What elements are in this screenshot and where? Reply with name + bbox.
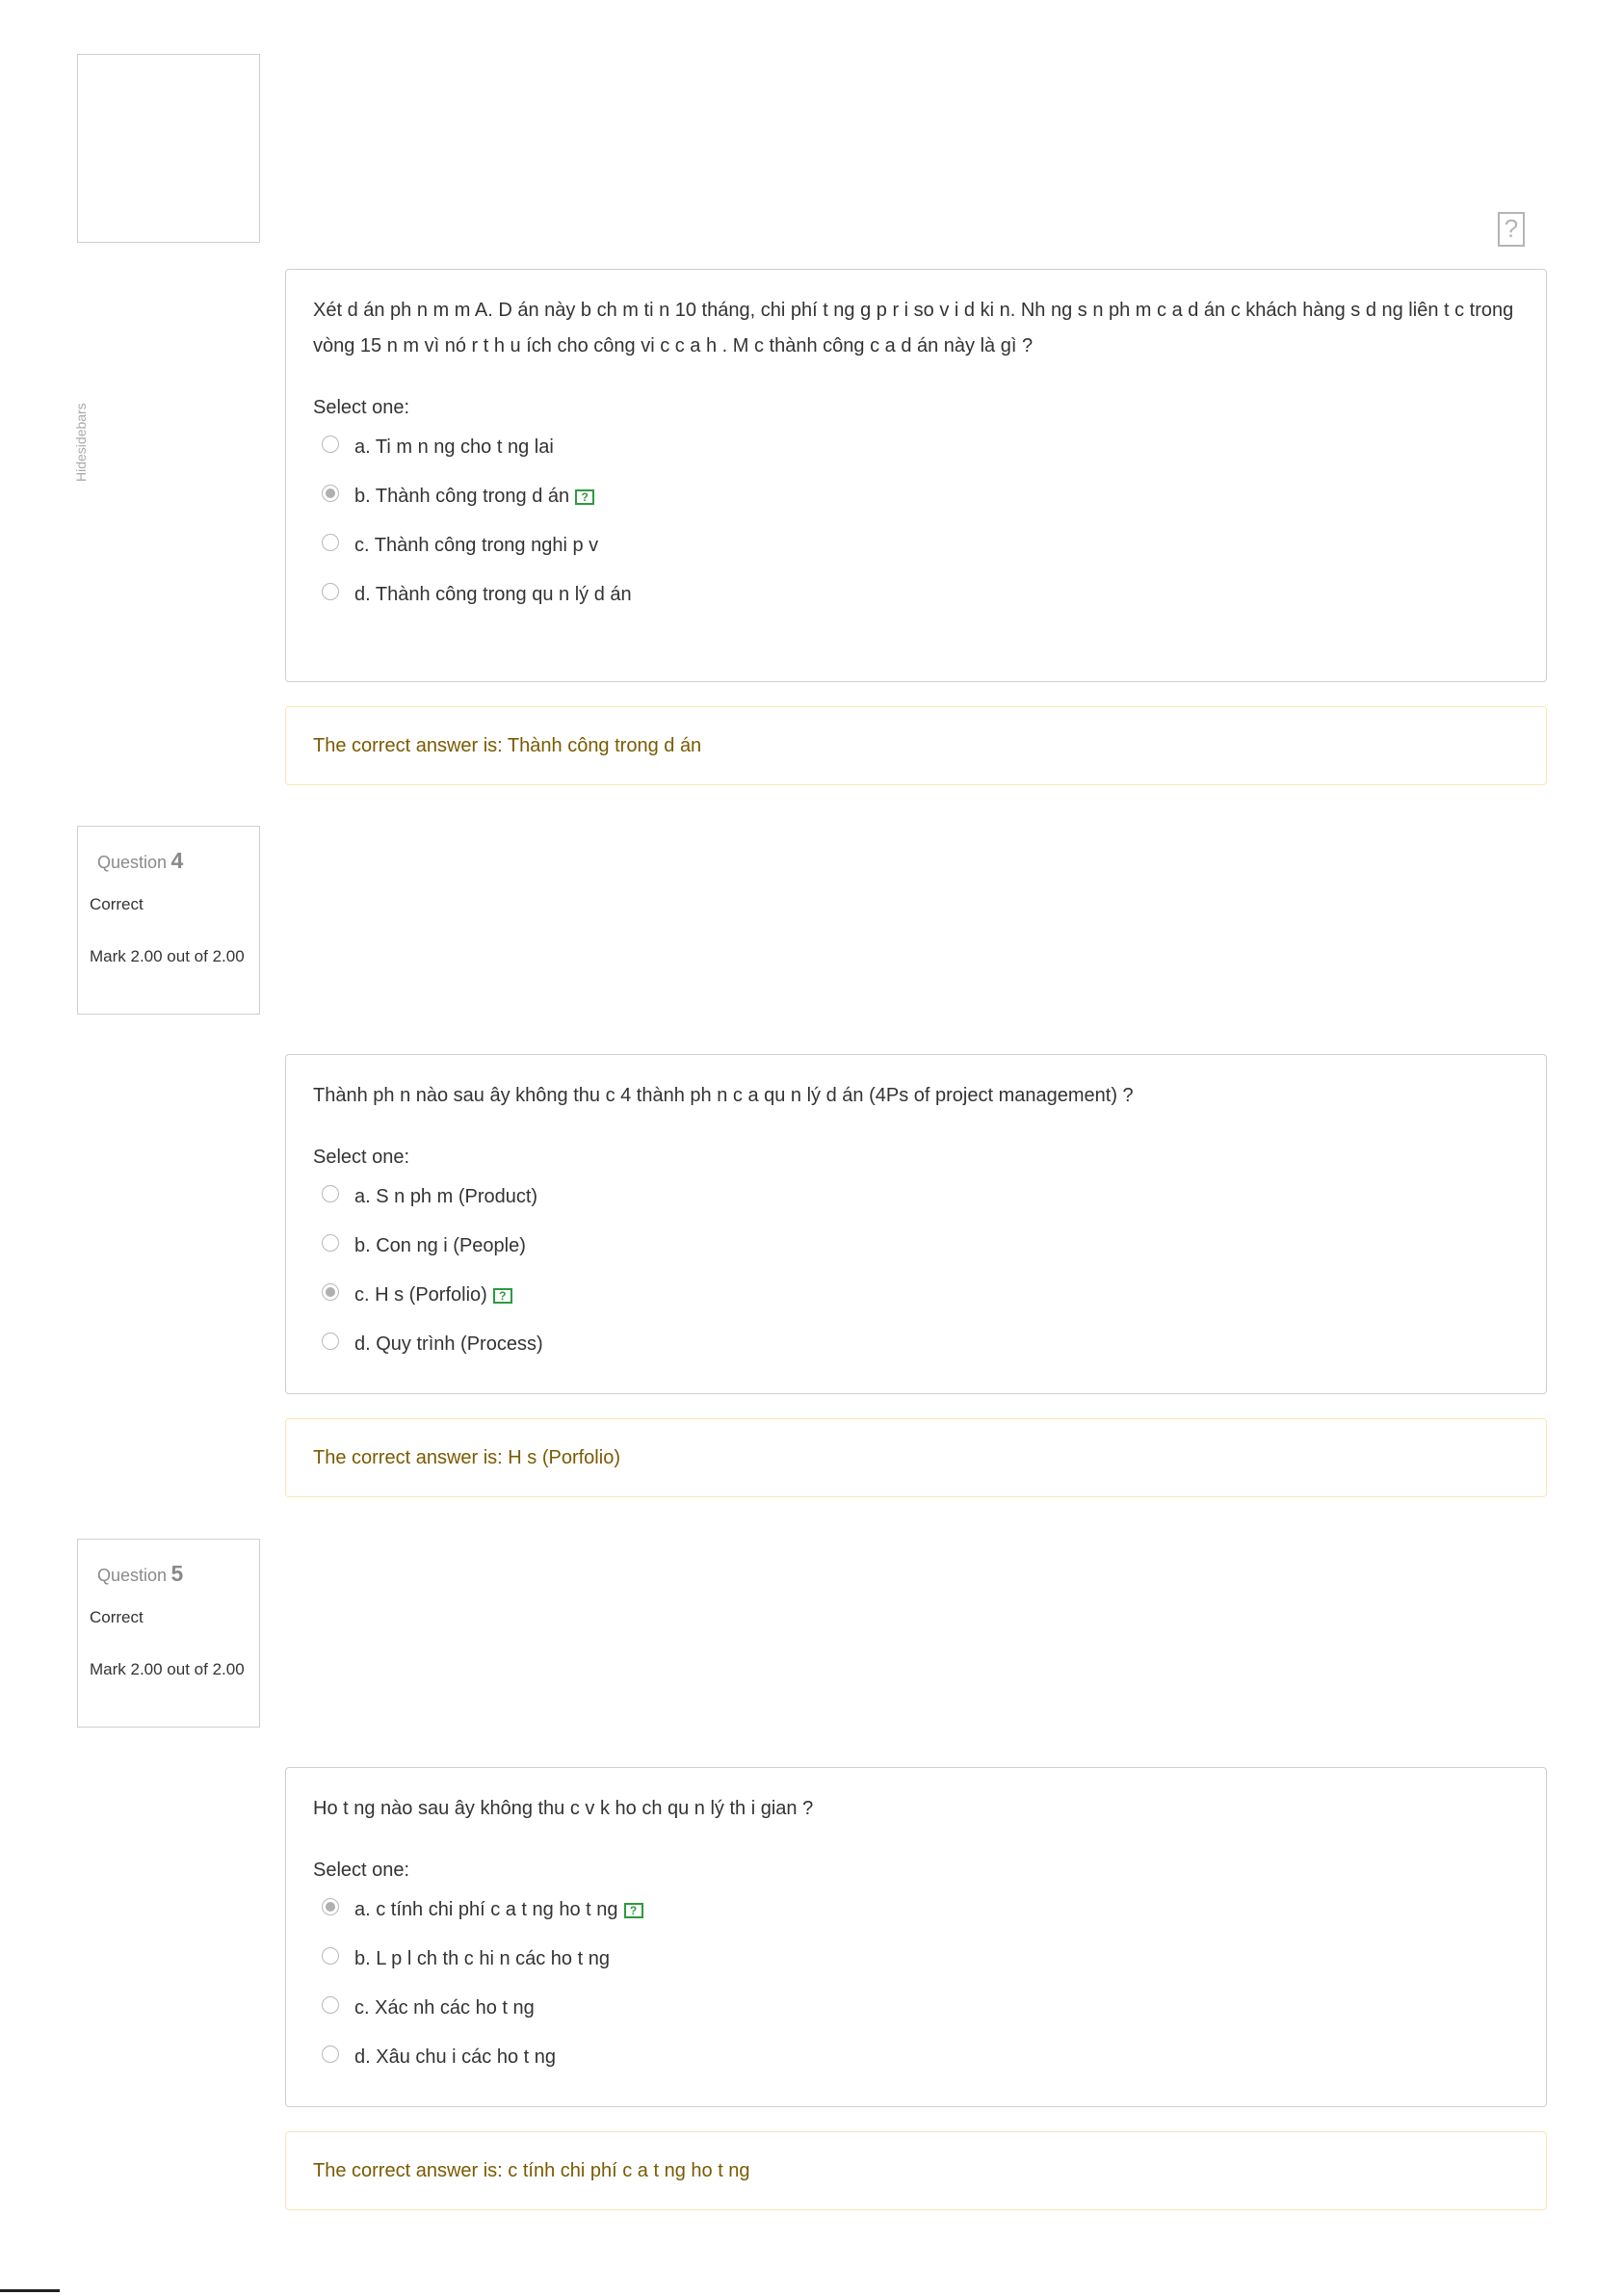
answer-option-b[interactable] [313, 1935, 1519, 1984]
radio-button-checked[interactable] [322, 1898, 339, 1915]
answer-option-a[interactable] [313, 1173, 1519, 1222]
select-one-prompt: Select one: [313, 1147, 410, 1168]
question-text: Ho t ng nào sau ây không thu c v k ho ch qu n lý th i gian ? [313, 1798, 814, 1819]
radio-button[interactable] [322, 435, 339, 453]
hide-sidebars-toggle[interactable]: Hidesidebars [73, 403, 89, 482]
answer-label: d. Thành công trong qu n lý d án [354, 584, 632, 605]
question-5-info-box [77, 1539, 260, 1728]
footer-divider [0, 2289, 60, 2292]
page-footer-strip [0, 2283, 1623, 2296]
select-one-prompt: Select one: [313, 397, 410, 418]
radio-button-checked[interactable] [322, 485, 339, 502]
radio-button[interactable] [322, 534, 339, 551]
answer-option-d[interactable] [313, 1320, 1519, 1369]
answer-label: c. Xác nh các ho t ng [354, 1997, 535, 2019]
flag-question-icon[interactable]: ? [1498, 212, 1525, 247]
question-label: Question [97, 1566, 168, 1585]
radio-button[interactable] [322, 1234, 339, 1252]
question-number: 4 [170, 848, 184, 873]
question-3-feedback [285, 706, 1547, 785]
question-info-box-empty [77, 54, 260, 243]
question-4-info-box [77, 826, 260, 1015]
answer-option-c[interactable] [313, 1271, 1519, 1320]
answer-option-c[interactable] [313, 1984, 1519, 2033]
answer-label: a. Ti m n ng cho t ng lai [354, 436, 554, 458]
answer-label: c. H s (Porfolio) [354, 1284, 487, 1306]
radio-button-checked[interactable] [322, 1283, 339, 1301]
question-5-formulation [285, 1767, 1547, 2107]
question-5-feedback [285, 2131, 1547, 2210]
answer-label: a. c tính chi phí c a t ng ho t ng [354, 1899, 618, 1920]
answer-label: b. Thành công trong d án [354, 486, 570, 507]
answer-label: d. Quy trình (Process) [354, 1333, 543, 1355]
answer-label: b. Con ng i (People) [354, 1235, 526, 1256]
answer-option-a[interactable] [313, 1886, 1519, 1935]
question-text: Xét d án ph n m m A. D án này b ch m ti n 10 tháng, chi phí t ng g p r i so v i d ki n. Nh ng s n ph m c a d án c khách hàng s d ng liên t c trong vòng 15 n m vì nó r t h u ích cho công vi c c a h . M c thành công c a d án này là gì ? [313, 300, 1514, 356]
right-answer-text: The correct answer is: c tính chi phí c a t ng ho t ng [313, 2159, 750, 2181]
radio-button[interactable] [322, 1185, 339, 1202]
question-text: Thành ph n nào sau ây không thu c 4 thành ph n c a qu n lý d án (4Ps of project management) ? [313, 1085, 1134, 1106]
answer-option-b[interactable] [313, 472, 1519, 521]
question-number: 5 [170, 1561, 184, 1586]
radio-button[interactable] [322, 583, 339, 600]
radio-button[interactable] [322, 1996, 339, 2014]
answer-option-d[interactable] [313, 570, 1519, 620]
answer-option-d[interactable] [313, 2033, 1519, 2082]
answer-label: a. S n ph m (Product) [354, 1186, 538, 1207]
answer-option-a[interactable] [313, 423, 1519, 472]
correct-answer-icon: ? [575, 489, 594, 505]
question-state: Correct [90, 895, 144, 913]
radio-button[interactable] [322, 1333, 339, 1350]
answer-label: b. L p l ch th c hi n các ho t ng [354, 1948, 610, 1969]
right-answer-text: The correct answer is: Thành công trong d án [313, 734, 702, 756]
answer-label: c. Thành công trong nghi p v [354, 535, 599, 556]
answer-option-b[interactable] [313, 1222, 1519, 1271]
right-answer-text: The correct answer is: H s (Porfolio) [313, 1446, 620, 1468]
question-4-formulation [285, 1054, 1547, 1394]
question-state: Correct [90, 1608, 144, 1626]
correct-answer-icon: ? [624, 1903, 643, 1918]
select-one-prompt: Select one: [313, 1860, 410, 1881]
correct-answer-icon: ? [493, 1288, 512, 1304]
radio-button[interactable] [322, 1947, 339, 1965]
question-grade: Mark 2.00 out of 2.00 [90, 947, 245, 965]
question-4-feedback [285, 1418, 1547, 1497]
answer-label: d. Xâu chu i các ho t ng [354, 2046, 557, 2068]
answer-option-c[interactable] [313, 521, 1519, 570]
question-label: Question [97, 853, 168, 872]
question-grade: Mark 2.00 out of 2.00 [90, 1660, 245, 1678]
radio-button[interactable] [322, 2045, 339, 2063]
question-3-formulation [285, 269, 1547, 682]
